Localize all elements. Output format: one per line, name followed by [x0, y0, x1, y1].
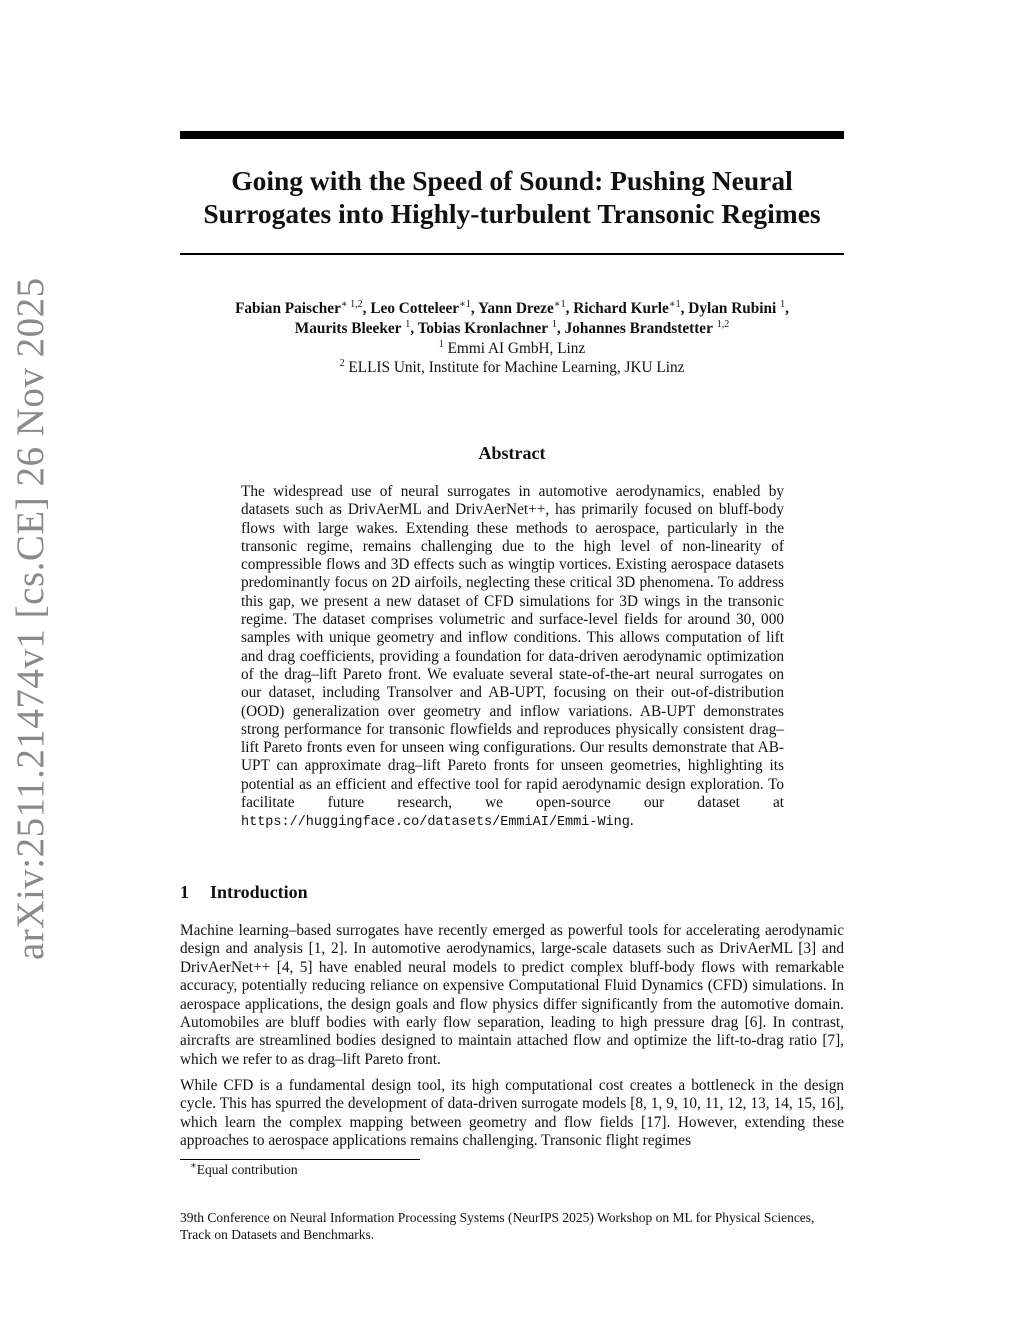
author: Fabian Paischer$^{∗ 1,2}$,	[235, 298, 371, 317]
title-top-rule	[180, 131, 844, 139]
abstract-text: The widespread use of neural surrogates in automotive aerodynamics, enabled by datasets such as DrivAerML and DrivAerNet++, has primarily focused on bluff-body flows with large wakes. Extending these methods to aerospace, particularly in the transonic regime, remains challenging due to the high level of non-linearity of compressible flows and 3D effects such as wingtip vortices. Existing aerospace datasets predominantly focus on 2D airfoils, neglecting these critical 3D phenomena. To address this gap, we present a new dataset of CFD simulations for 3D wings in the transonic regime. The dataset comprises volumetric and surface-level fields for around 30, 000 samples with unique geometry and inflow conditions. This allows computation of lift and drag coefficients, providing a foundation for data-driven aerodynamic optimization of the drag–lift Pareto front. We evaluate several state-of-the-art neural surrogates on our dataset, including Transolver and AB-UPT, focusing on their out-of-distribution (OOD) generalization over geometry and inflow variations. AB-UPT demonstrates strong performance for transonic flowfields and reproduces physically consistent drag–lift Pareto fronts even for unseen wing configurations. Our results demonstrate that AB-UPT can approximate drag–lift Pareto fronts for unseen geometries, highlighting its potential as an efficient and effective tool for rapid aerodynamic design exploration. To facilitate future research, we open-source our dataset at	[241, 483, 784, 812]
author: Johannes Brandstetter $^{1,2}$	[564, 318, 730, 337]
author-list	[180, 299, 844, 339]
affiliation: $^2$ ELLIS Unit, Institute for Machine Learning, JKU Linz	[339, 357, 685, 376]
intro-paragraph-2: While CFD is a fundamental design tool, its high computational cost creates a bottleneck in the design cycle. This has spurred the development of data-driven surrogate models [8, 1, 9, 10, 11, 12, 13, 14, 15, 16], which learn the complex mapping between geometry and flow fields [17]. However, extending these approaches to aerospace applications remains challenging. Transonic flight regimes	[180, 1077, 844, 1150]
abstract-body	[241, 483, 784, 833]
title-line-1: Going with the Speed of Sound: Pushing Neural	[231, 165, 793, 196]
author: Dylan Rubini $^1$,	[688, 298, 789, 317]
footnote-mark: ∗	[190, 1160, 197, 1172]
affiliations	[180, 339, 844, 377]
title-bottom-rule	[180, 253, 844, 255]
venue-note: 39th Conference on Neural Information Processing Systems (NeurIPS 2025) Workshop on ML for Physical Sciences, Track on Datasets and Benchmarks.	[180, 1210, 815, 1242]
paper-title	[180, 164, 844, 230]
dataset-url-link[interactable]: https://huggingface.co/datasets/EmmiAI/Emmi-Wing	[241, 815, 630, 831]
author-line-2	[180, 319, 844, 339]
author: Richard Kurle$^{∗1}$,	[573, 298, 689, 317]
author-line-1	[180, 299, 844, 319]
section-heading-introduction	[180, 882, 844, 903]
footnote-rule	[180, 1159, 420, 1160]
abstract-end: .	[629, 812, 634, 830]
footnote-text: Equal contribution	[196, 1162, 298, 1177]
title-line-2: Surrogates into Highly-turbulent Transonic Regimes	[203, 198, 821, 229]
author: Tobias Kronlachner $^1$,	[417, 318, 565, 337]
intro-paragraph-1: Machine learning–based surrogates have recently emerged as powerful tools for accelerating aerodynamic design and analysis [1, 2]. In automotive aerodynamics, large-scale datasets such as DrivAerML [3] and DrivAerNet++ [4, 5] have enabled neural models to predict complex bluff-body flows with remarkable accuracy, potentially reducing reliance on expensive Computational Fluid Dynamics (CFD) simulations. In aerospace applications, the design goals and flow physics differ significantly from the automotive domain. Automobiles are bluff bodies with early flow separation, leading to high pressure drag [6]. In contrast, aircrafts are streamlined bodies designed to maintain attached flow and optimize the lift-to-drag ratio [7], which we refer to as drag–lift Pareto front.	[180, 922, 844, 1068]
abstract-heading: Abstract	[478, 443, 546, 463]
footnote	[190, 1162, 298, 1178]
section-title: Introduction	[210, 882, 308, 902]
author: Leo Cotteleer$^{∗1}$,	[370, 298, 478, 317]
author: Maurits Bleeker $^1$,	[294, 318, 418, 337]
author: Yann Dreze$^{∗1}$,	[477, 298, 574, 317]
arxiv-identifier: arXiv:2511.21474v1 [cs.CE] 26 Nov 2025	[9, 277, 52, 960]
section-number: 1	[180, 882, 189, 902]
affiliation: $^1$ Emmi AI GmbH, Linz	[438, 338, 586, 357]
